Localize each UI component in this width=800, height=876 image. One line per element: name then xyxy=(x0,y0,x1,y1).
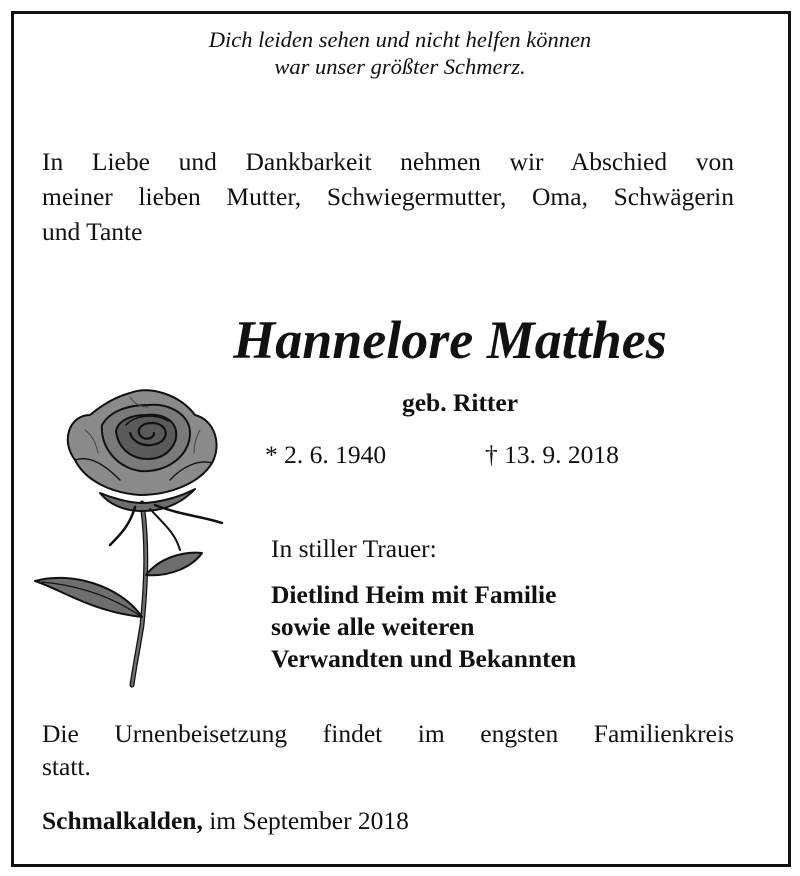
rose-icon xyxy=(30,385,230,690)
date: im September 2018 xyxy=(202,806,409,835)
intro-line-2: meiner lieben Mutter, Schwiegermutter, Oma, Schwägerin xyxy=(42,182,734,211)
birth-date: * 2. 6. 1940 xyxy=(265,440,387,469)
burial-line-2: statt. xyxy=(42,752,91,781)
intro-line-3: und Tante xyxy=(42,217,143,246)
mourner-line: sowie alle weiteren xyxy=(271,612,475,641)
place-and-date xyxy=(42,805,409,837)
deceased-name: Hannelore Matthes xyxy=(233,310,667,370)
mourner-line: Verwandten und Bekannten xyxy=(271,644,577,673)
mourners-list xyxy=(271,579,576,675)
motto-line-1: Dich leiden sehen und nicht helfen können xyxy=(208,27,592,52)
place: Schmalkalden, xyxy=(42,806,203,835)
mourning-label: In stiller Trauer: xyxy=(271,534,437,563)
death-date: † 13. 9. 2018 xyxy=(485,440,619,469)
motto-line-2: war unser größter Schmerz. xyxy=(274,54,526,79)
mourner-line: Dietlind Heim mit Familie xyxy=(271,580,557,609)
burial-note xyxy=(42,717,734,783)
intro-text xyxy=(42,144,734,249)
burial-line-1: Die Urnenbeisetzung findet im engsten Familienkreis xyxy=(42,719,734,748)
maiden-name: geb. Ritter xyxy=(401,388,519,417)
intro-line-1: In Liebe und Dankbarkeit nehmen wir Abschied von xyxy=(42,147,734,176)
motto xyxy=(0,26,800,80)
